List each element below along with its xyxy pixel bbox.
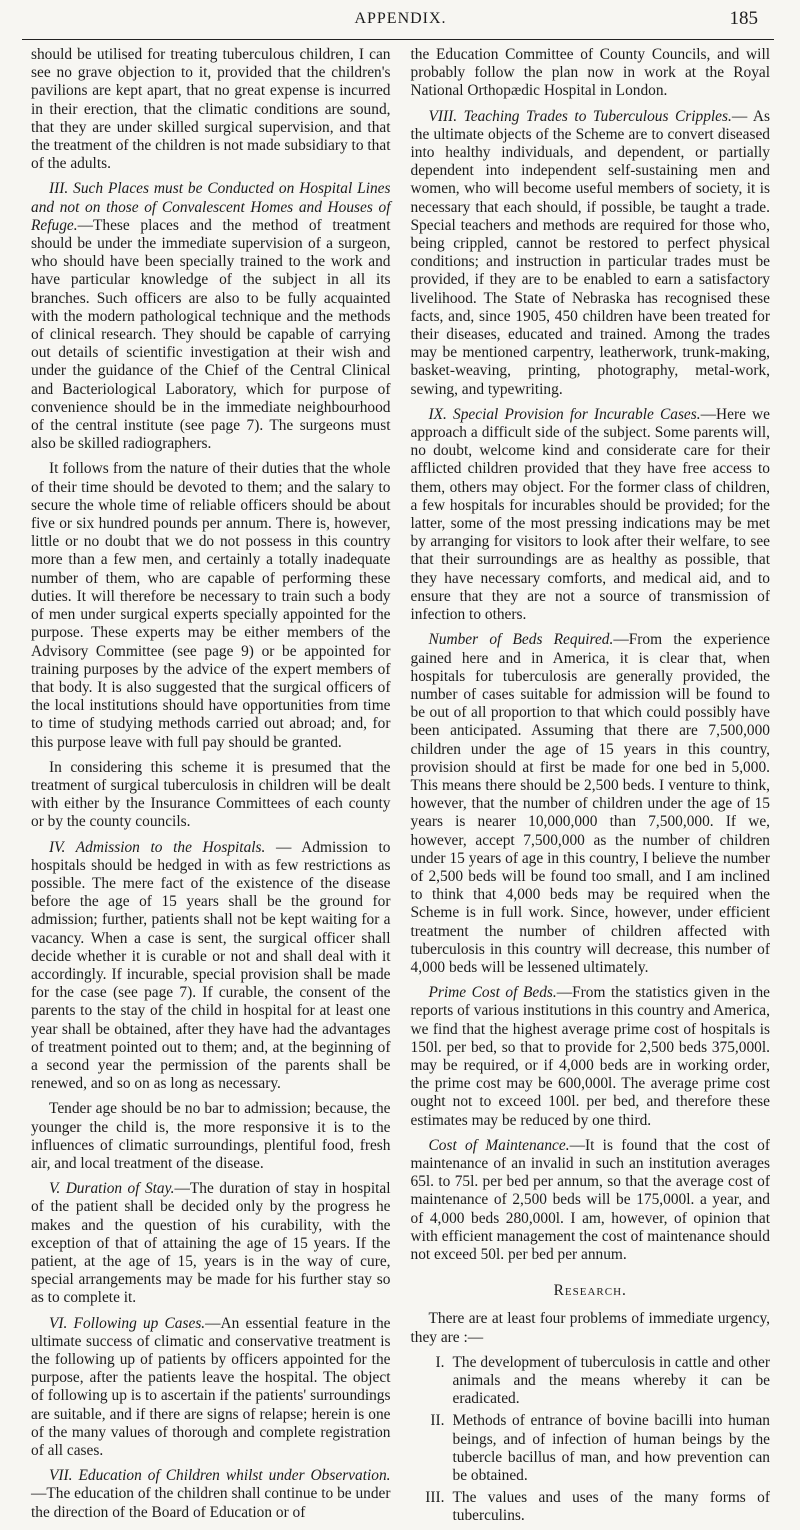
paragraph-heading: IV. Admission to the Hospitals.: [49, 838, 266, 856]
paragraph-heading: VIII. Teaching Trades to Tuberculous Cripples.: [428, 107, 732, 125]
paragraph-text: —Here we approach a difficult side of the subject. Some parents will, no doubt, welcome kind and considerate care for their afflicted children provided that they have free access to them, others may object. For the former class of children, a few hospitals for incurables should be provided; for the latter, some of the most pressing indications may be met by arranging for visitors to look after their welfare, to see that their surroundings are as healthy as possible, that they have necessary comforts, and medical aid, and to ensure that they are not a source of transmission of infection to others.: [410, 405, 770, 624]
paragraph-text: Tender age should be no bar to admission; because, the younger the child is, the more responsive it is to the influences of climatic surroundings, plentiful food, fresh air, and local treatment of the disease.: [31, 1100, 391, 1172]
paragraph: [411, 46, 771, 101]
right-column: [411, 46, 771, 1530]
page-number: 185: [729, 8, 758, 29]
research-heading: Research.: [553, 1282, 627, 1300]
paragraph: [411, 108, 771, 399]
paragraph: [31, 460, 391, 751]
research-item-text: The development of tuberculosis in cattle and other animals and the means whereby it can be eradicated.: [452, 1353, 770, 1408]
paragraph: [31, 1315, 391, 1461]
paragraph-text: —From the statistics given in the reports of various institutions in this country and America, we find that the highest average prime cost of hospitals is 150l. per bed, so that to provide for 2,500 beds 375,000l. may be required, or if 4,000 beds are in working order, the prime cost may be 600,000l. The average prime cost ought not to exceed 100l. per bed, and therefore these estimates may be reduced by one third.: [410, 984, 771, 1129]
paragraph: [31, 46, 391, 173]
paragraph-text: —These places and the method of treatment should be under the immediate supervision of a surgeon, who should have been specially trained to the work and have particular knowledge of the subject in all its branches. Such officers are also to be fully acquainted with the modern pathological technique and the methods of clinical research. They should be capable of carrying out details of scientific investigation at their wish and under the guidance of the Chief of the Central Clinical and Bacteriological Laboratory, which for purpose of convenience should be in the immediate neighbourhood of the central institute (see page 7). The surgeons must also be skilled radiographers.: [31, 216, 391, 453]
research-item: [411, 1412, 771, 1485]
paragraph-heading: IX. Special Provision for Incurable Cases.: [428, 405, 701, 423]
paragraph: [31, 180, 391, 453]
research-item-text: Methods of entrance of bovine bacilli into human beings, and of infection of human beings by the tubercle bacillus of man, and how prevention can be obtained.: [452, 1412, 770, 1485]
research-item-number: III.: [425, 1489, 445, 1507]
left-column: [31, 46, 391, 1530]
paragraph: [31, 1100, 391, 1173]
text-columns: [31, 46, 770, 1530]
research-item-number: I.: [435, 1353, 445, 1371]
paragraph-text: — As the ultimate objects of the Scheme are to convert diseased into healthy individuals, and dependent, or partially dependent into independent self-sustaining men and women, who will become useful members of society, it is necessary that each should, if possible, be taught a trade. Special teachers and methods are required for those who, being crippled, cannot be restored to perfect physical conditions; and instruction in particular trades must be provided, if they are to be enabled to earn a satisfactory livelihood. The State of Nebraska has recognised these facts, and, since 1905, 450 children have been treated for their diseases, educated and trained. Among the trades may be mentioned carpentry, leatherwork, trunk-making, basket-weaving, printing, photography, metal-work, sewing, and typewriting.: [410, 107, 770, 398]
paragraph: [31, 759, 391, 832]
paragraph: [411, 984, 771, 1130]
research-item-number: II.: [430, 1412, 445, 1430]
paragraph-text: It follows from the nature of their duties that the whole of their time should be devoted to them; and the salary to secure the whole time of reliable officers should be about five or six hundred pounds per annum. There is, however, little or no doubt that we do not possess in this country more than a few men, and certainly a totally inadequate number of them, who are capable of performing these duties. It will therefore be necessary to train such a body of men under surgical experts specially appointed for the purpose. These experts may be either members of the Advisory Committee (see page 9) or be appointed for training purposes by the advice of the expert members of that body. It is also suggested that the surgical officers of the local institutions should have opportunities from time to time of studying methods carried out abroad; and, for this purpose leave with full pay should be granted.: [31, 460, 391, 751]
paragraph-text: the Education Committee of County Councils, and will probably follow the plan now in work at the Royal National Orthopædic Hospital in London.: [410, 46, 770, 100]
paragraph-heading: Number of Beds Required.: [428, 631, 614, 649]
paragraph: [31, 839, 391, 1094]
paragraph-text: —The duration of stay in hospital of the patient shall be decided only by the progress he makes and the question of his curability, with the exception of that of attaining the age of 15 years. If the patient, at the age of 15, years is in the way of cure, special arrangements may be made for his further stay so as to complete it.: [31, 1180, 391, 1307]
paragraph-heading: Prime Cost of Beds.: [428, 984, 557, 1002]
paragraph-text: —It is found that the cost of maintenance of an invalid in such an institution averages 65l. to 75l. per bed per annum, so that the average cost of maintenance of 2,500 beds will be 175,000l. a year, and of 4,000 beds 280,000l. I am, however, of opinion that with efficient management the cost of maintenance should not exceed 50l. per bed per annum.: [410, 1136, 770, 1263]
paragraph-text: In considering this scheme it is presumed that the treatment of surgical tuberculosis in children will be dealt with either by the Insurance Committees of each county or by the county councils.: [31, 758, 391, 831]
research-list: [411, 1354, 771, 1526]
paragraph: [411, 631, 771, 977]
paragraph: [31, 1467, 391, 1522]
paragraph-heading: III. Such Places must be Conducted on Hospital Lines and not on those of Convalescent Homes and Houses of Refuge.: [31, 180, 391, 234]
research-item: [411, 1354, 771, 1409]
paragraph: [411, 406, 771, 624]
right-column-paragraphs: [411, 46, 771, 1264]
paragraph-text: — Admission to hospitals should be hedged in with as few restrictions as possible. The mere fact of the existence of the disease before the age of 15 years shall be the ground for admission; further, patients shall not be kept waiting for a vacancy. When a case is sent, the surgical officer shall decide whether it is curable or not and shall deal with it accordingly. If incurable, special provision shall be made for the case (see page 7). If curable, the consent of the parents to the stay of the child in hospital for at least one year shall be obtained, after they have had the advantages of treatment pointed out to them; and, at the beginning of a second year the permission of the parents shall be renewed, and so on as long as necessary.: [31, 838, 391, 1093]
research-item: [411, 1489, 771, 1525]
paragraph: [31, 1180, 391, 1307]
header-rule: [22, 39, 774, 40]
running-title: APPENDIX.: [354, 10, 447, 27]
research-item-text: The values and uses of the many forms of tuberculins.: [452, 1489, 770, 1525]
paragraph-text: —The education of the children shall continue to be under the direction of the Board of Education or of: [31, 1485, 391, 1521]
paragraph-heading: Cost of Maintenance.: [428, 1136, 570, 1154]
paragraph-text: should be utilised for treating tuberculous children, I can see no grave objection to it, provided that the children's pavilions are kept apart, that no great expense is incurred in their erection, that the climatic conditions are sound, that they are under skilled surgical supervision, and that the treatment of the children is not made subsidiary to that of the adults.: [31, 46, 391, 173]
paragraph-text: —An essential feature in the ultimate success of climatic and conservative treatment is the following up of patients by officers appointed for the purpose, after the patients leave the hospital. The object of following up is to ascertain if the patients' surroundings are suitable, and if there are signs of relapse; herein is one of the many values of thorough and complete registration of all cases.: [31, 1314, 391, 1460]
paragraph: [411, 1137, 771, 1264]
research-intro: There are at least four problems of immediate urgency, they are :—: [410, 1310, 770, 1346]
running-header: [31, 0, 770, 40]
paragraph-heading: VI. Following up Cases.: [49, 1314, 206, 1332]
paragraph-heading: VII. Education of Children whilst under Observation.: [49, 1467, 391, 1485]
paragraph-text: —From the experience gained here and in America, it is clear that, when hospitals for tuberculosis are generally provided, the number of cases suitable for admission will be found to be out of all proportion to that which could possibly have been anticipated. Assuming that there are 7,500,000 children under the age of 15 years in this country, provision should at first be made for one bed in 5,000. This means there should be 2,500 beds. I venture to think, however, that the number of children under the age of 15 years is nearer 10,000,000 than 7,500,000. If we, however, accept 7,500,000 as the number of children under 15 years of age in this country, I believe the number of 2,500 beds will be found too small, and I am inclined to think that 4,000 beds may be required when the Scheme is in full work. Since, however, under efficient treatment the number of children affected with tuberculosis in this country will decrease, this number of 4,000 beds will be lessened ultimately.: [410, 631, 770, 976]
paragraph-heading: V. Duration of Stay.: [49, 1180, 175, 1198]
